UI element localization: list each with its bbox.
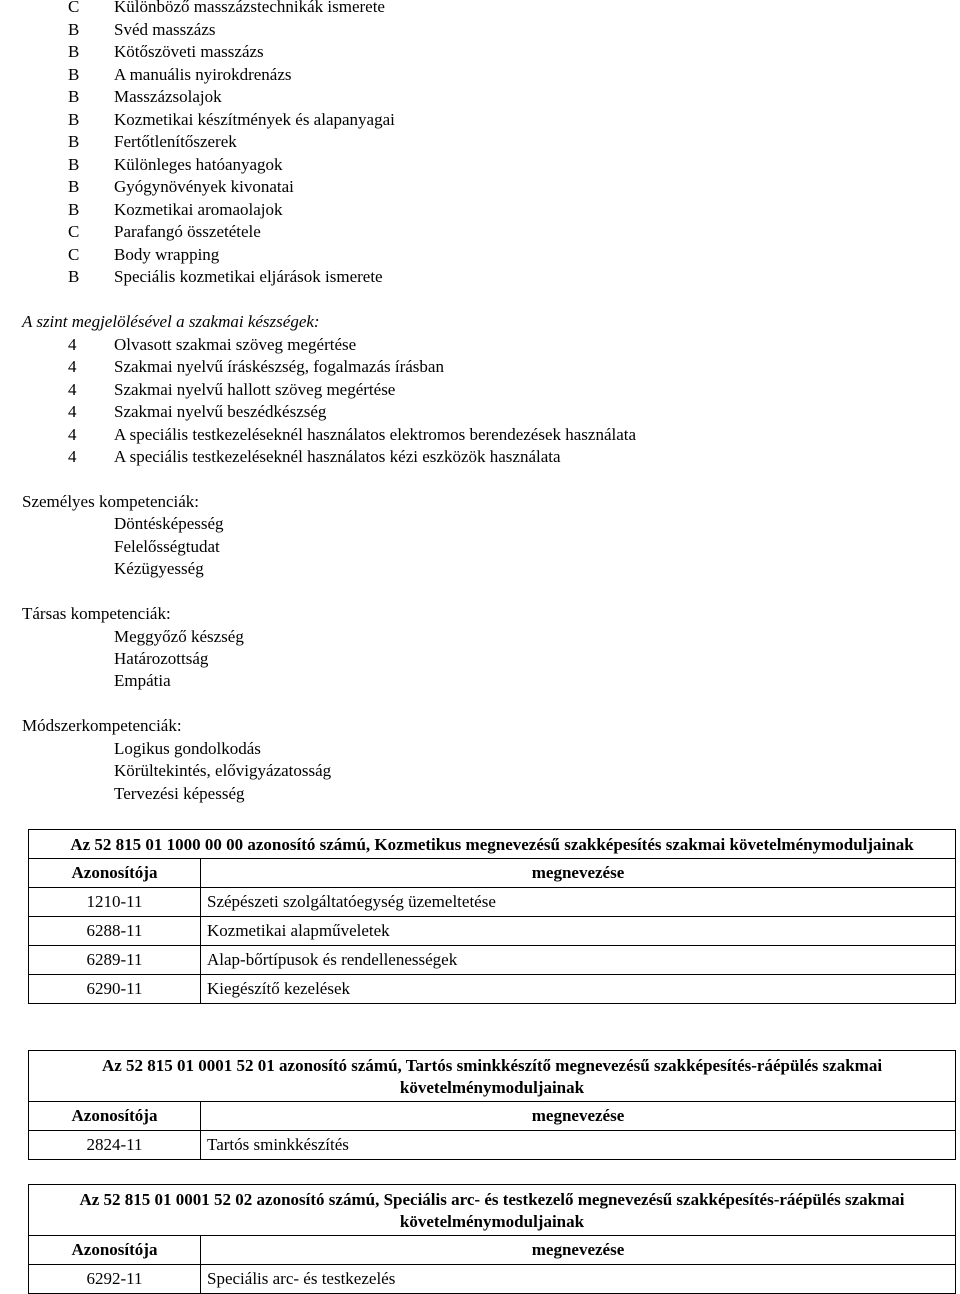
module-code: 6290-11 [29,975,201,1004]
table-row [29,917,956,946]
table-row [29,1131,956,1160]
item-text: A speciális testkezeléseknél használatos elektromos berendezések használata [114,425,637,444]
level-label: B [68,267,80,286]
table-row [29,975,956,1004]
module-code: 6288-11 [29,917,201,946]
table-row [29,946,956,975]
column-header-name: megnevezése [201,1102,956,1131]
item-text: A speciális testkezeléseknél használatos kézi eszközök használata [114,447,561,466]
level-label: C [68,0,80,16]
level-label: B [68,200,80,219]
column-header-code: Azonosítója [29,1236,201,1265]
item-text: Különböző masszázstechnikák ismerete [114,0,385,16]
table-row [29,888,956,917]
item-text: Kozmetikai készítmények és alapanyagai [114,110,395,129]
level-label: B [68,65,80,84]
level-label: B [68,132,80,151]
level-label: B [68,20,80,39]
level-label: 4 [68,425,77,444]
module-table-tartos-smink [28,1050,956,1160]
item-text: Szakmai nyelvű íráskészség, fogalmazás írásban [114,357,444,376]
list-item: Döntésképesség [114,514,224,533]
item-text: Speciális kozmetikai eljárások ismerete [114,267,383,286]
level-label: 4 [68,357,77,376]
method-title: Módszerkompetenciák: [22,716,182,735]
level-label: B [68,87,80,106]
list-item: Meggyőző készség [114,627,244,646]
personal-title: Személyes kompetenciák: [22,492,200,511]
module-name: Kiegészítő kezelések [201,975,956,1004]
item-text: Fertőtlenítőszerek [114,132,237,151]
level-label: C [68,245,80,264]
level-label: B [68,155,80,174]
table-row [29,1265,956,1294]
item-text: A manuális nyirokdrenázs [114,65,292,84]
table-caption: Az 52 815 01 0001 52 02 azonosító számú, Speciális arc- és testkezelő megnevezésű szakképesítés-ráépülés szakmai követelménymoduljainak [29,1185,956,1236]
module-name: Tartós sminkkészítés [201,1131,956,1160]
level-label: 4 [68,402,77,421]
module-table-kozmetikus [28,829,956,1004]
level-label: 4 [68,380,77,399]
module-name: Szépészeti szolgáltatóegység üzemeltetése [201,888,956,917]
level-label: 4 [68,335,77,354]
column-header-code: Azonosítója [29,1102,201,1131]
item-text: Kozmetikai aromaolajok [114,200,283,219]
module-code: 6289-11 [29,946,201,975]
level-label: B [68,177,80,196]
item-text: Különleges hatóanyagok [114,155,283,174]
list-item: Logikus gondolkodás [114,739,261,758]
module-code: 6292-11 [29,1265,201,1294]
column-header-name: megnevezése [201,859,956,888]
item-text: Svéd masszázs [114,20,216,39]
social-title: Társas kompetenciák: [22,604,171,623]
item-text: Masszázsolajok [114,87,222,106]
item-text: Kötőszöveti masszázs [114,42,264,61]
skills-title: A szint megjelölésével a szakmai készségek: [22,312,320,331]
level-label: B [68,110,80,129]
module-table-specialis-arc [28,1184,956,1294]
item-text: Szakmai nyelvű hallott szöveg megértése [114,380,396,399]
table-caption: Az 52 815 01 1000 00 00 azonosító számú, Kozmetikus megnevezésű szakképesítés szakmai követelménymoduljainak [29,830,956,859]
list-item: Tervezési képesség [114,784,245,803]
item-text: Szakmai nyelvű beszédkészség [114,402,327,421]
module-name: Alap-bőrtípusok és rendellenességek [201,946,956,975]
level-label: C [68,222,80,241]
module-name: Kozmetikai alapműveletek [201,917,956,946]
column-header-name: megnevezése [201,1236,956,1265]
level-label: B [68,42,80,61]
list-item: Kézügyesség [114,559,204,578]
module-code: 1210-11 [29,888,201,917]
list-item: Empátia [114,671,171,690]
module-code: 2824-11 [29,1131,201,1160]
item-text: Gyógynövények kivonatai [114,177,294,196]
list-item: Körültekintés, elővigyázatosság [114,761,332,780]
table-caption: Az 52 815 01 0001 52 01 azonosító számú, Tartós sminkkészítő megnevezésű szakképesítés-ráépülés szakmai követelménymoduljainak [29,1051,956,1102]
item-text: Parafangó összetétele [114,222,261,241]
list-item: Felelősségtudat [114,537,220,556]
list-item: Határozottság [114,649,209,668]
item-text: Olvasott szakmai szöveg megértése [114,335,357,354]
column-header-code: Azonosítója [29,859,201,888]
item-text: Body wrapping [114,245,220,264]
module-name: Speciális arc- és testkezelés [201,1265,956,1294]
level-label: 4 [68,447,77,466]
